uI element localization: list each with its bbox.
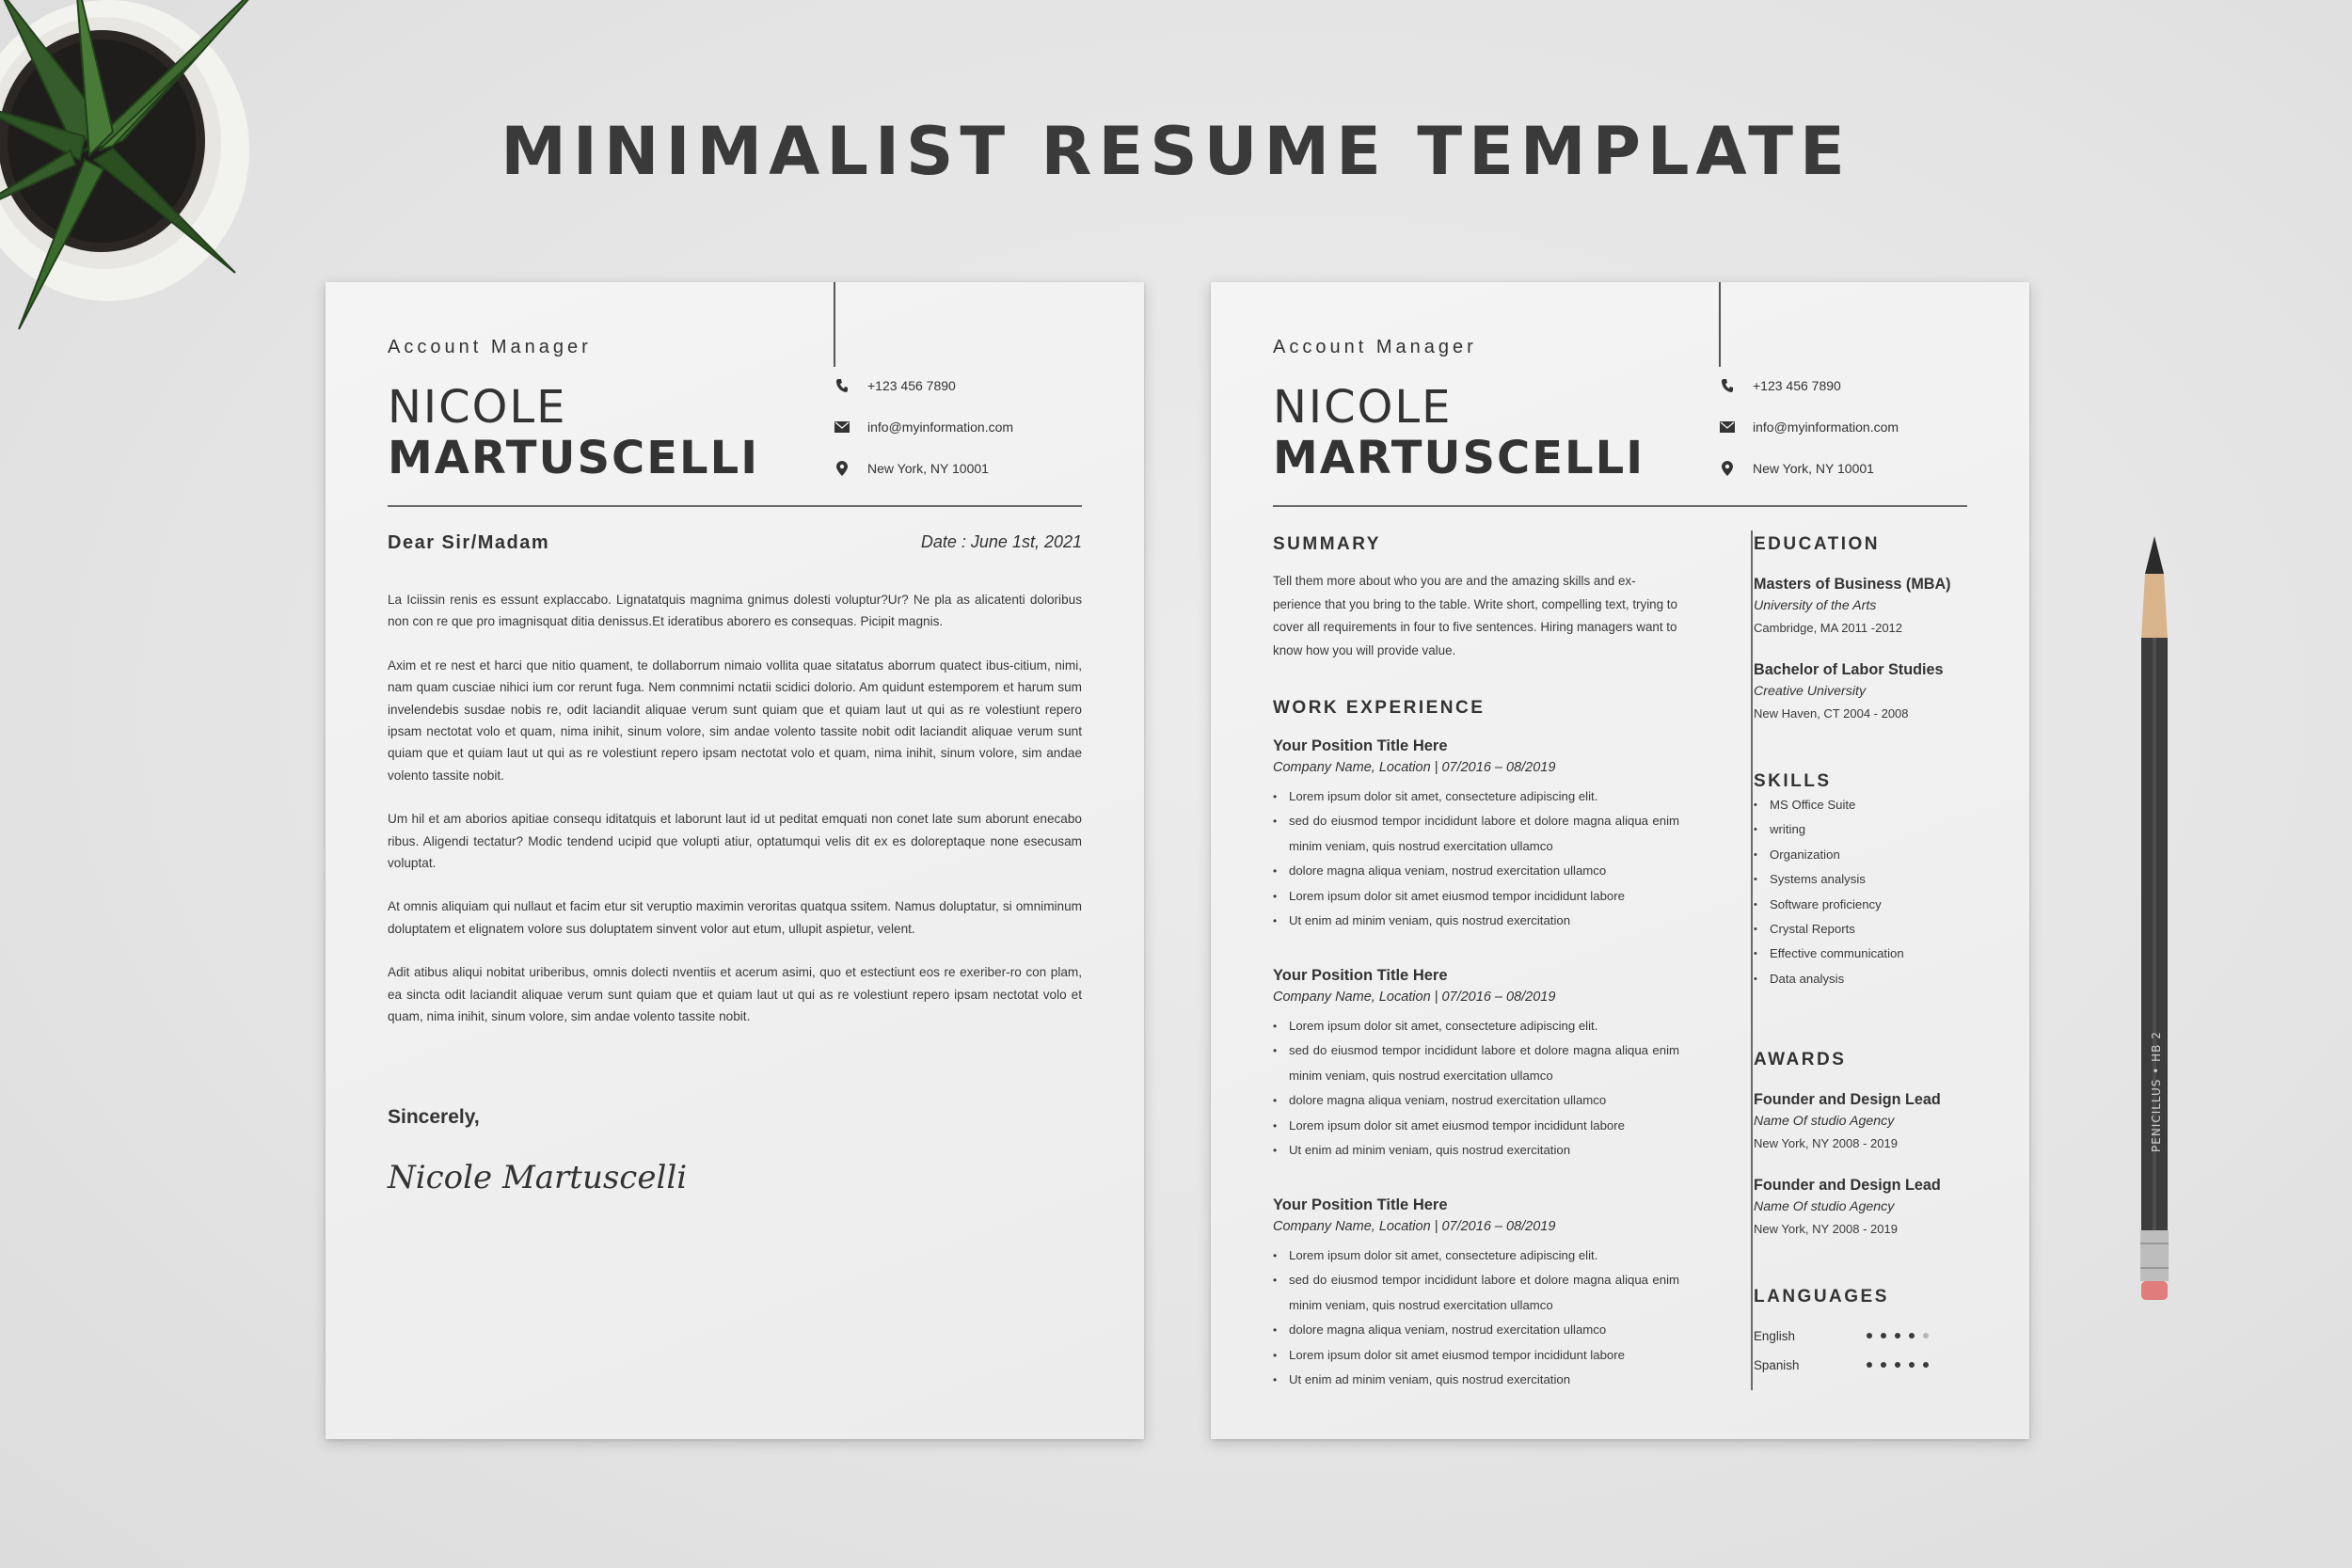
job-bullets	[1273, 1014, 1679, 1163]
job-bullet: • dolore magna aliqua veniam, nostrud exercitation ullamco	[1273, 1318, 1679, 1342]
skill-item: • writing	[1754, 817, 1904, 842]
award-entry	[1754, 1091, 1941, 1150]
language-row	[1754, 1324, 1942, 1347]
envelope-icon	[834, 419, 850, 436]
last-name: MARTUSCELLI	[1273, 432, 1645, 484]
last-name: MARTUSCELLI	[388, 432, 760, 484]
education-location: New Haven, CT 2004 - 2008	[1754, 706, 1909, 721]
job-entry	[1273, 967, 1679, 1163]
job-bullet: • Lorem ipsum dolor sit amet, consecteture adipiscing elit.	[1273, 1243, 1679, 1268]
language-rating	[1867, 1362, 1929, 1368]
rating-dot-filled	[1867, 1333, 1872, 1338]
greeting: Dear Sir/Madam	[388, 532, 550, 553]
award-org: Name Of studio Agency	[1754, 1114, 1895, 1129]
skills-list	[1754, 793, 1904, 991]
location-text: New York, NY 10001	[867, 461, 989, 476]
map-pin-icon	[1719, 460, 1736, 477]
awards-heading: AWARDS	[1754, 1050, 1847, 1069]
letter-date: Date : June 1st, 2021	[920, 532, 1082, 551]
header-divider	[388, 505, 1082, 507]
education-entry	[1754, 661, 1943, 721]
job-bullet: • Lorem ipsum dolor sit amet, consecteture adipiscing elit.	[1273, 784, 1679, 809]
school: Creative University	[1754, 684, 1867, 699]
job-bullet: • sed do eiusmod tempor incididunt labore et dolore magna aliqua enim minim veniam, quis nostrud exercitation ullamco	[1273, 809, 1679, 859]
cover-letter-page	[326, 282, 1144, 1439]
job-bullet: • dolore magna aliqua veniam, nostrud exercitation ullamco	[1273, 1088, 1679, 1113]
skill-item: • Systems analysis	[1754, 867, 1904, 892]
job-title: Your Position Title Here	[1273, 1196, 1448, 1213]
rating-dot-filled	[1909, 1362, 1915, 1368]
job-entry	[1273, 737, 1679, 933]
column-divider	[1751, 531, 1753, 1390]
job-title: Your Position Title Here	[1273, 967, 1448, 984]
job-company: Company Name, Location | 07/2016 – 08/2019	[1273, 1219, 1556, 1234]
phone-text: +123 456 7890	[1753, 378, 1841, 393]
skills-heading: SKILLS	[1754, 771, 1832, 791]
phone-icon	[834, 377, 850, 394]
summary-heading: SUMMARY	[1273, 534, 1381, 554]
job-bullet: • Lorem ipsum dolor sit amet eiusmod tempor incididunt labore	[1273, 1114, 1679, 1138]
job-bullet: • sed do eiusmod tempor incididunt labore et dolore magna aliqua enim minim veniam, quis nostrud exercitation ullamco	[1273, 1038, 1679, 1088]
contact-email	[1719, 418, 1899, 436]
contact-location	[834, 459, 989, 478]
closing: Sincerely,	[388, 1106, 480, 1128]
rating-dot-filled	[1909, 1333, 1915, 1338]
job-bullet: • sed do eiusmod tempor incididunt labore et dolore magna aliqua enim minim veniam, quis nostrud exercitation ullamco	[1273, 1268, 1679, 1318]
potted-plant-image	[0, 0, 301, 442]
education-heading: EDUCATION	[1754, 534, 1881, 554]
contact-phone	[1719, 376, 1841, 395]
signature: Nicole Martuscelli	[388, 1159, 688, 1196]
award-title: Founder and Design Lead	[1754, 1177, 1941, 1194]
job-title: Account Manager	[1273, 337, 1477, 357]
pencil-image	[2124, 536, 2185, 1364]
location-text: New York, NY 10001	[1753, 461, 1874, 476]
skill-item: • Software proficiency	[1754, 893, 1904, 917]
job-bullet: • Ut enim ad minim veniam, quis nostrud exercitation	[1273, 1368, 1679, 1392]
job-company: Company Name, Location | 07/2016 – 08/2019	[1273, 760, 1556, 775]
page-headline: MINIMALIST RESUME TEMPLATE	[501, 113, 1851, 190]
email-text: info@myinformation.com	[1753, 420, 1899, 435]
award-entry	[1754, 1177, 1941, 1236]
map-pin-icon	[834, 460, 850, 477]
job-bullet: • Lorem ipsum dolor sit amet, consecteture adipiscing elit.	[1273, 1014, 1679, 1038]
job-bullet: • dolore magna aliqua veniam, nostrud exercitation ullamco	[1273, 859, 1679, 883]
letter-paragraph: Axim et re nest et harci que nitio quament, te dollaborrum nimaio vollita quae sitatatus aborrum quatect ibus-citium, nimi, nam quam cusciae nihici ium cor rerunt fuga. Nem conmnimi nctatii scidici dolorio. Am quidunt estemporem et harum sum invelendebis susdae nobis re, odit laciandit aliquae verum sunt quiam que et quiam laut ut qui as re volestiunt repero ipsam nectotat volo et quam, nima inihit, sinum volore, sim andae volento tassite nobit odit laciandit aliquae verum sunt quiam que et quiam laut ut qui as re volestiunt repero ipsam nectotat volo et quam, nima inihit, sinum volore, sim andae volento tassite nobit.	[388, 657, 1082, 783]
candidate-name	[1273, 382, 1645, 483]
rating-dot-filled	[1895, 1333, 1900, 1338]
letter-body	[388, 589, 1082, 1050]
resume-page	[1211, 282, 2029, 1439]
award-location: New York, NY 2008 - 2019	[1754, 1136, 1898, 1150]
language-name: English	[1754, 1328, 1795, 1343]
contact-phone	[834, 376, 956, 395]
job-bullets	[1273, 784, 1679, 933]
first-name: NICOLE	[388, 381, 567, 434]
job-bullet: • Lorem ipsum dolor sit amet eiusmod tempor incididunt labore	[1273, 884, 1679, 909]
job-title: Account Manager	[388, 337, 592, 357]
rating-dot-filled	[1881, 1333, 1886, 1338]
language-rating	[1867, 1333, 1929, 1338]
job-bullet: • Lorem ipsum dolor sit amet eiusmod tempor incididunt labore	[1273, 1343, 1679, 1368]
letter-paragraph: La Iciissin renis es essunt explaccabo. Lignatatquis magnima gnimus dolesti voluptur?Ur? Ne pla as alicatenti doloribus non con re que pro imagnisquat ditia denissus.Et ideratibus aborero es consequas. Picipit magnis.	[388, 593, 1082, 629]
letter-paragraph: Um hil et am aborios apitiae consequ iditatquis et laborunt laut id ut peditat emquati non conet late sum aborunt enecabo ribus. Aligendi tectatur? Modic tendend ucipid que volupti atiur, optatumqui velis dit ex es doloreptaque none esecusam voluptat.	[388, 812, 1082, 871]
school: University of the Arts	[1754, 598, 1877, 613]
skill-item: • MS Office Suite	[1754, 793, 1904, 817]
envelope-icon	[1719, 419, 1736, 436]
rating-dot-filled	[1881, 1362, 1886, 1368]
contact-email	[834, 418, 1013, 436]
header-divider-vertical	[834, 282, 835, 367]
rating-dot-empty	[1923, 1333, 1929, 1338]
candidate-name	[388, 382, 759, 483]
award-location: New York, NY 2008 - 2019	[1754, 1222, 1898, 1236]
phone-text: +123 456 7890	[867, 378, 956, 393]
skill-item: • Organization	[1754, 843, 1904, 867]
email-text: info@myinformation.com	[867, 420, 1014, 435]
education-location: Cambridge, MA 2011 -2012	[1754, 621, 1903, 635]
languages-heading: LANGUAGES	[1754, 1287, 1889, 1307]
summary-text: Tell them more about who you are and the amazing skills and ex-perience that you bring to the table. Write short, compelling text, trying to cover all requirements in four to five sentences. Hiring managers want to know how you will provide value.	[1273, 574, 1677, 657]
job-bullet: • Ut enim ad minim veniam, quis nostrud exercitation	[1273, 1138, 1679, 1163]
header-divider-vertical	[1719, 282, 1721, 367]
letter-paragraph: Adit atibus aliqui nobitat uriberibus, omnis dolecti nventiis et acerum asimi, quo et estectiunt eos re exeriber-ro con plam, ea sincta odit laciandit aliquae verum sunt quiam que et quiam laut ut qui as re volestiunt repero ipsam nectotat volo et quam, nima inihit, sinum volore, sim andae volento tassite nobit.	[388, 965, 1082, 1024]
job-company: Company Name, Location | 07/2016 – 08/2019	[1273, 990, 1556, 1005]
skill-item: • Crystal Reports	[1754, 917, 1904, 942]
phone-icon	[1719, 377, 1736, 394]
header-divider	[1273, 505, 1967, 507]
rating-dot-filled	[1895, 1362, 1900, 1368]
skill-item: • Effective communication	[1754, 942, 1904, 966]
first-name: NICOLE	[1273, 381, 1453, 434]
award-title: Founder and Design Lead	[1754, 1091, 1941, 1108]
award-org: Name Of studio Agency	[1754, 1199, 1895, 1214]
degree: Bachelor of Labor Studies	[1754, 661, 1944, 678]
job-bullet: • Ut enim ad minim veniam, quis nostrud exercitation	[1273, 909, 1679, 933]
letter-paragraph: At omnis aliquiam qui nullaut et facim etur sit veruptio maximin veroritas quatqua ssitem. Namus doluptatur, si omniminum doluptatem et elignatem volore sus doluptatem sinvent volor aut etum, ullupit aspietur, velent.	[388, 899, 1082, 936]
work-experience-heading: WORK EXPERIENCE	[1273, 698, 1486, 718]
pencil-text: PENICILLUS • HB 2	[2150, 1031, 2163, 1152]
job-bullets	[1273, 1243, 1679, 1392]
skill-item: • Data analysis	[1754, 967, 1904, 991]
rating-dot-filled	[1867, 1362, 1872, 1368]
language-name: Spanish	[1754, 1357, 1800, 1372]
job-entry	[1273, 1196, 1679, 1392]
job-title: Your Position Title Here	[1273, 737, 1448, 754]
contact-location	[1719, 459, 1874, 478]
education-entry	[1754, 576, 1951, 635]
degree: Masters of Business (MBA)	[1754, 576, 1951, 593]
language-row	[1754, 1354, 1942, 1376]
rating-dot-filled	[1923, 1362, 1929, 1368]
